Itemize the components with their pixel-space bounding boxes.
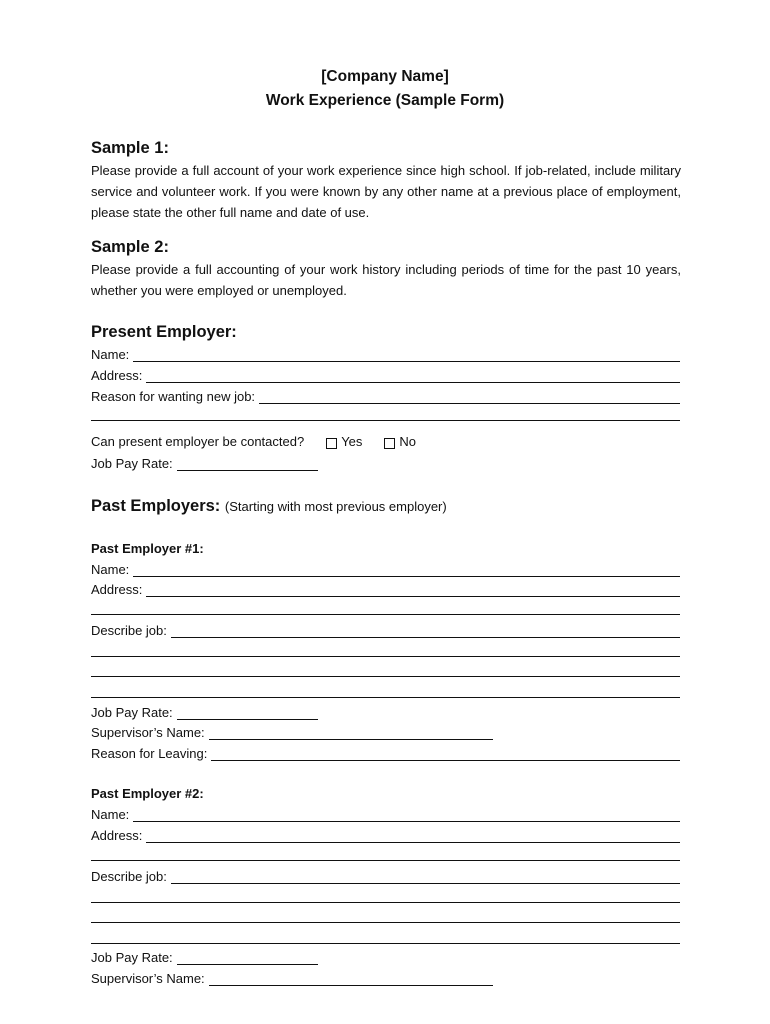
emp1-describe-label: Describe job: bbox=[91, 623, 167, 638]
emp1-describe-row bbox=[91, 620, 680, 638]
emp1-describe-line2[interactable] bbox=[91, 656, 680, 657]
present-reason-field-line2[interactable] bbox=[91, 420, 680, 421]
contact-question: Can present employer be contacted? bbox=[91, 434, 305, 449]
emp2-pay-field[interactable] bbox=[177, 951, 318, 965]
emp1-supervisor-row bbox=[91, 722, 493, 740]
present-name-field[interactable] bbox=[133, 348, 680, 362]
past-employer1-heading: Past Employer #1: bbox=[91, 541, 204, 556]
past-employers-heading bbox=[91, 497, 447, 516]
sample1-text: Please provide a full account of your work experience since high school. If job-related, include military service and volunteer work. If you were known by any other name at a previous place of employment, please state the other full name and date of use. bbox=[91, 163, 681, 220]
present-name-row bbox=[91, 344, 680, 362]
contact-yes-checkbox[interactable] bbox=[326, 438, 337, 449]
emp1-describe-line4[interactable] bbox=[91, 697, 680, 698]
present-address-field[interactable] bbox=[146, 369, 680, 383]
present-reason-label: Reason for wanting new job: bbox=[91, 389, 256, 404]
emp1-leaving-row bbox=[91, 743, 680, 761]
emp1-describe-line3[interactable] bbox=[91, 676, 680, 677]
emp2-describe-line3[interactable] bbox=[91, 922, 680, 923]
emp2-name-label: Name: bbox=[91, 807, 130, 822]
emp1-name-label: Name: bbox=[91, 562, 130, 577]
emp2-name-field[interactable] bbox=[133, 808, 680, 822]
emp1-address-label: Address: bbox=[91, 582, 143, 597]
emp2-supervisor-row bbox=[91, 968, 493, 986]
present-pay-field[interactable] bbox=[177, 457, 318, 471]
present-reason-field[interactable] bbox=[259, 390, 680, 404]
present-reason-row bbox=[91, 386, 680, 404]
emp2-describe-label: Describe job: bbox=[91, 869, 167, 884]
emp2-pay-label: Job Pay Rate: bbox=[91, 950, 173, 965]
emp1-address-field[interactable] bbox=[146, 583, 680, 597]
present-pay-row bbox=[91, 453, 318, 471]
contact-yes-label: Yes bbox=[341, 434, 363, 449]
sample2-text: Please provide a full accounting of your work history including periods of time for the past 10 years, whether you were employed or unemployed. bbox=[91, 262, 681, 298]
sample1-heading: Sample 1: bbox=[91, 139, 169, 157]
past-employers-note: (Starting with most previous employer) bbox=[224, 499, 447, 514]
company-name: [Company Name] bbox=[321, 68, 449, 85]
emp1-supervisor-label: Supervisor’s Name: bbox=[91, 725, 205, 740]
present-employer-heading: Present Employer: bbox=[91, 323, 237, 341]
emp2-supervisor-field[interactable] bbox=[209, 972, 493, 986]
emp1-address-line2[interactable] bbox=[91, 614, 680, 615]
past-employer2-heading: Past Employer #2: bbox=[91, 786, 204, 801]
emp2-describe-field[interactable] bbox=[171, 870, 680, 884]
emp1-address-row bbox=[91, 579, 680, 597]
emp2-name-row bbox=[91, 804, 680, 822]
present-name-label: Name: bbox=[91, 347, 130, 362]
present-address-row bbox=[91, 365, 680, 383]
emp1-supervisor-field[interactable] bbox=[209, 726, 493, 740]
emp1-leaving-label: Reason for Leaving: bbox=[91, 746, 208, 761]
emp2-address-line2[interactable] bbox=[91, 860, 680, 861]
contact-no-label: No bbox=[399, 434, 417, 449]
form-title: Work Experience (Sample Form) bbox=[265, 92, 505, 109]
present-contact-row bbox=[91, 431, 420, 449]
sample2-heading: Sample 2: bbox=[91, 238, 169, 256]
emp1-describe-field[interactable] bbox=[171, 624, 680, 638]
emp1-pay-field[interactable] bbox=[177, 706, 318, 720]
emp1-name-field[interactable] bbox=[133, 563, 680, 577]
emp1-pay-label: Job Pay Rate: bbox=[91, 705, 173, 720]
emp1-name-row bbox=[91, 559, 680, 577]
emp2-describe-line2[interactable] bbox=[91, 902, 680, 903]
emp2-address-row bbox=[91, 825, 680, 843]
emp2-describe-line4[interactable] bbox=[91, 943, 680, 944]
emp1-leaving-field[interactable] bbox=[211, 747, 680, 761]
emp2-address-field[interactable] bbox=[146, 829, 680, 843]
past-employers-title: Past Employers: bbox=[91, 497, 221, 515]
emp2-pay-row bbox=[91, 947, 318, 965]
emp2-address-label: Address: bbox=[91, 828, 143, 843]
present-pay-label: Job Pay Rate: bbox=[91, 456, 173, 471]
emp2-describe-row bbox=[91, 866, 680, 884]
emp2-supervisor-label: Supervisor’s Name: bbox=[91, 971, 205, 986]
contact-no-checkbox[interactable] bbox=[384, 438, 395, 449]
emp1-pay-row bbox=[91, 702, 318, 720]
present-address-label: Address: bbox=[91, 368, 143, 383]
